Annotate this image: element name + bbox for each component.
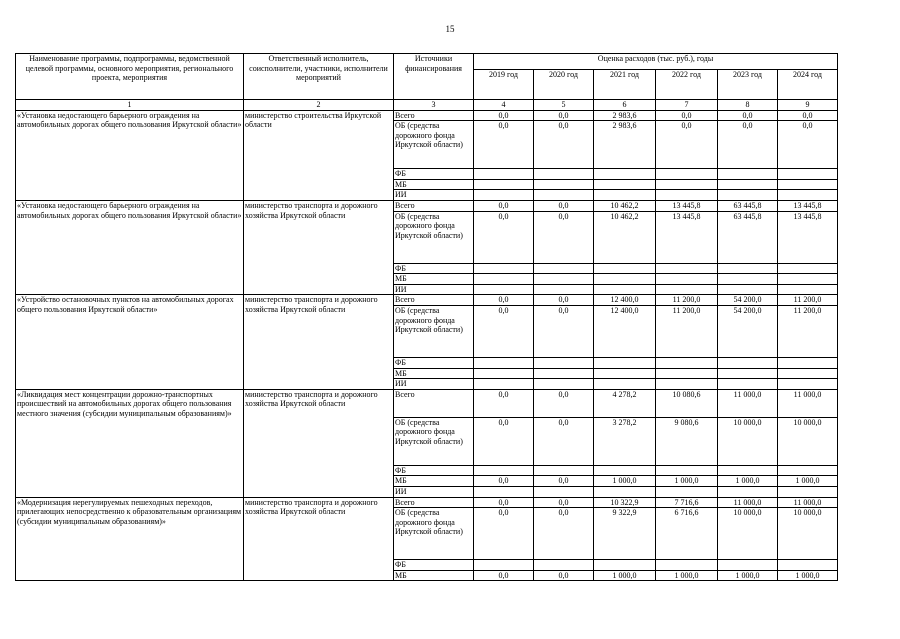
value-cell: 10 000,0 — [778, 417, 838, 465]
value-cell — [718, 169, 778, 180]
value-cell: 0,0 — [474, 200, 534, 211]
value-cell: 0,0 — [474, 497, 534, 508]
funding-source: МБ — [394, 274, 474, 285]
funding-source: ФБ — [394, 169, 474, 180]
column-number: 4 — [474, 100, 534, 111]
header-year: 2019 год — [474, 70, 534, 100]
value-cell — [594, 379, 656, 390]
value-cell: 0,0 — [718, 110, 778, 121]
measure-name: «Ликвидация мест концентрации дорожно-транспортных происшествий на автомобильных дорогах общего пользования местного значения (субсидии муниципальным образованиям)» — [16, 389, 244, 497]
value-cell — [594, 357, 656, 368]
value-cell: 2 983,6 — [594, 110, 656, 121]
value-cell: 11 200,0 — [778, 305, 838, 357]
budget-table — [15, 53, 838, 581]
value-cell: 1 000,0 — [656, 570, 718, 581]
funding-source: ФБ — [394, 263, 474, 274]
value-cell — [474, 284, 534, 295]
page-number: 15 — [445, 24, 455, 34]
value-cell — [534, 379, 594, 390]
value-cell: 0,0 — [534, 497, 594, 508]
value-cell — [778, 263, 838, 274]
header-year: 2024 год — [778, 70, 838, 100]
value-cell — [594, 263, 656, 274]
value-cell: 0,0 — [534, 121, 594, 169]
column-number: 6 — [594, 100, 656, 111]
value-cell — [778, 284, 838, 295]
program-block — [16, 295, 838, 389]
value-cell: 0,0 — [534, 508, 594, 560]
value-cell: 0,0 — [534, 110, 594, 121]
header-year: 2023 год — [718, 70, 778, 100]
value-cell: 11 000,0 — [778, 389, 838, 417]
value-cell: 1 000,0 — [656, 476, 718, 487]
value-cell — [778, 379, 838, 390]
value-cell: 10 000,0 — [718, 508, 778, 560]
value-cell — [718, 263, 778, 274]
value-cell: 9 322,9 — [594, 508, 656, 560]
value-cell — [778, 190, 838, 201]
value-cell: 1 000,0 — [718, 476, 778, 487]
value-cell — [534, 486, 594, 497]
value-cell — [594, 274, 656, 285]
measure-name: «Модернизация нерегулируемых пешеходных переходов, прилегающих непосредственно к образовательным организациям (субсидии муниципальным образованиям)» — [16, 497, 244, 581]
funding-source: Всего — [394, 110, 474, 121]
value-cell — [656, 274, 718, 285]
value-cell: 0,0 — [534, 417, 594, 465]
value-cell: 6 716,6 — [656, 508, 718, 560]
funding-source: ОБ (средства дорожного фонда Иркутской области) — [394, 211, 474, 263]
value-cell: 11 200,0 — [656, 295, 718, 306]
value-cell: 10 322,9 — [594, 497, 656, 508]
value-cell — [474, 368, 534, 379]
value-cell: 2 983,6 — [594, 121, 656, 169]
value-cell — [778, 486, 838, 497]
value-cell — [534, 179, 594, 190]
column-number: 1 — [16, 100, 244, 111]
column-number: 7 — [656, 100, 718, 111]
value-cell — [474, 179, 534, 190]
value-cell: 10 080,6 — [656, 389, 718, 417]
funding-source: ФБ — [394, 560, 474, 571]
value-cell: 13 445,8 — [778, 200, 838, 211]
value-cell: 11 000,0 — [718, 389, 778, 417]
funding-source: МБ — [394, 179, 474, 190]
header-costs-group: Оценка расходов (тыс. руб.), годы — [474, 54, 838, 70]
value-cell — [656, 357, 718, 368]
funding-source: Всего — [394, 200, 474, 211]
value-cell: 0,0 — [534, 476, 594, 487]
value-cell: 1 000,0 — [778, 570, 838, 581]
value-cell — [656, 169, 718, 180]
responsible-executor: министерство транспорта и дорожного хозяйства Иркутской области — [244, 389, 394, 497]
column-number: 9 — [778, 100, 838, 111]
value-cell — [656, 263, 718, 274]
value-cell: 0,0 — [534, 570, 594, 581]
value-cell — [778, 465, 838, 476]
value-cell: 11 000,0 — [778, 497, 838, 508]
value-cell: 0,0 — [474, 110, 534, 121]
value-cell — [718, 190, 778, 201]
value-cell: 12 400,0 — [594, 295, 656, 306]
value-cell — [474, 169, 534, 180]
program-block — [16, 497, 838, 581]
value-cell: 1 000,0 — [718, 570, 778, 581]
value-cell — [718, 179, 778, 190]
program-block — [16, 389, 838, 497]
value-cell — [718, 560, 778, 571]
value-cell: 0,0 — [474, 305, 534, 357]
value-cell: 0,0 — [778, 121, 838, 169]
value-cell: 0,0 — [474, 211, 534, 263]
value-cell: 13 445,8 — [656, 200, 718, 211]
measure-name: «Установка недостающего барьерного ограждения на автомобильных дорогах общего пользования Иркутской области» — [16, 110, 244, 200]
value-cell: 0,0 — [474, 121, 534, 169]
value-cell: 13 445,8 — [778, 211, 838, 263]
value-cell — [594, 284, 656, 295]
value-cell — [718, 274, 778, 285]
value-cell — [778, 368, 838, 379]
funding-source: ИИ — [394, 379, 474, 390]
value-cell: 11 200,0 — [778, 295, 838, 306]
funding-source: ОБ (средства дорожного фонда Иркутской области) — [394, 305, 474, 357]
responsible-executor: министерство транспорта и дорожного хозяйства Иркутской области — [244, 200, 394, 294]
value-cell: 1 000,0 — [594, 570, 656, 581]
funding-source: ОБ (средства дорожного фонда Иркутской области) — [394, 121, 474, 169]
value-cell: 11 200,0 — [656, 305, 718, 357]
responsible-executor: министерство транспорта и дорожного хозяйства Иркутской области — [244, 295, 394, 389]
funding-source: МБ — [394, 476, 474, 487]
value-cell — [534, 465, 594, 476]
value-cell: 54 200,0 — [718, 305, 778, 357]
funding-source: МБ — [394, 368, 474, 379]
funding-source: ОБ (средства дорожного фонда Иркутской области) — [394, 508, 474, 560]
value-cell: 0,0 — [534, 211, 594, 263]
header-name-column: Наименование программы, подпрограммы, ведомственной целевой программы, основного мероприятия, регионального проекта, мероприятия — [16, 54, 244, 100]
value-cell: 10 462,2 — [594, 200, 656, 211]
funding-source: ФБ — [394, 357, 474, 368]
value-cell — [534, 357, 594, 368]
header-year: 2021 год — [594, 70, 656, 100]
funding-source: Всего — [394, 295, 474, 306]
value-cell — [474, 357, 534, 368]
value-cell: 0,0 — [656, 110, 718, 121]
value-cell: 0,0 — [474, 508, 534, 560]
value-cell: 0,0 — [474, 389, 534, 417]
value-cell: 12 400,0 — [594, 305, 656, 357]
funding-source: Всего — [394, 389, 474, 417]
value-cell — [594, 169, 656, 180]
value-cell — [656, 465, 718, 476]
header-source-column: Источники финансирования — [394, 54, 474, 100]
responsible-executor: министерство транспорта и дорожного хозяйства Иркутской области — [244, 497, 394, 581]
value-cell — [534, 263, 594, 274]
value-cell: 3 278,2 — [594, 417, 656, 465]
funding-source: ФБ — [394, 465, 474, 476]
value-cell — [778, 169, 838, 180]
value-cell — [718, 368, 778, 379]
value-cell: 0,0 — [656, 121, 718, 169]
value-cell: 0,0 — [474, 476, 534, 487]
header-year: 2020 год — [534, 70, 594, 100]
value-cell — [474, 190, 534, 201]
funding-source: Всего — [394, 497, 474, 508]
value-cell: 1 000,0 — [594, 476, 656, 487]
column-number: 3 — [394, 100, 474, 111]
value-cell: 10 000,0 — [718, 417, 778, 465]
program-block — [16, 110, 838, 200]
value-cell: 0,0 — [474, 417, 534, 465]
value-cell: 9 080,6 — [656, 417, 718, 465]
funding-source: ИИ — [394, 190, 474, 201]
value-cell: 54 200,0 — [718, 295, 778, 306]
value-cell — [656, 379, 718, 390]
value-cell — [534, 190, 594, 201]
value-cell — [594, 179, 656, 190]
value-cell — [534, 560, 594, 571]
value-cell: 10 000,0 — [778, 508, 838, 560]
value-cell — [718, 379, 778, 390]
value-cell: 1 000,0 — [778, 476, 838, 487]
value-cell — [718, 284, 778, 295]
value-cell — [594, 368, 656, 379]
value-cell — [718, 357, 778, 368]
value-cell — [594, 560, 656, 571]
program-block — [16, 200, 838, 294]
value-cell: 63 445,8 — [718, 200, 778, 211]
funding-source: ОБ (средства дорожного фонда Иркутской области) — [394, 417, 474, 465]
value-cell — [534, 284, 594, 295]
value-cell: 0,0 — [778, 110, 838, 121]
funding-source: ИИ — [394, 284, 474, 295]
value-cell — [474, 379, 534, 390]
value-cell — [474, 274, 534, 285]
value-cell: 0,0 — [474, 570, 534, 581]
value-cell — [594, 465, 656, 476]
value-cell — [656, 560, 718, 571]
value-cell: 63 445,8 — [718, 211, 778, 263]
value-cell: 0,0 — [718, 121, 778, 169]
value-cell — [778, 179, 838, 190]
value-cell — [474, 465, 534, 476]
value-cell — [474, 560, 534, 571]
measure-name: «Установка недостающего барьерного ограждения на автомобильных дорогах общего пользования Иркутской области» — [16, 200, 244, 294]
value-cell — [534, 274, 594, 285]
header-responsible-column: Ответственный исполнитель, соисполнители, участники, исполнители мероприятий — [244, 54, 394, 100]
column-number: 8 — [718, 100, 778, 111]
funding-source: МБ — [394, 570, 474, 581]
value-cell — [656, 190, 718, 201]
value-cell: 7 716,6 — [656, 497, 718, 508]
header-year: 2022 год — [656, 70, 718, 100]
measure-name: «Устройство остановочных пунктов на автомобильных дорогах общего пользования Иркутской области» — [16, 295, 244, 389]
value-cell — [656, 284, 718, 295]
value-cell — [718, 465, 778, 476]
value-cell: 0,0 — [534, 305, 594, 357]
value-cell — [718, 486, 778, 497]
value-cell: 0,0 — [534, 295, 594, 306]
value-cell: 0,0 — [474, 295, 534, 306]
value-cell — [594, 486, 656, 497]
value-cell — [656, 486, 718, 497]
value-cell: 11 000,0 — [718, 497, 778, 508]
value-cell: 0,0 — [534, 389, 594, 417]
value-cell: 13 445,8 — [656, 211, 718, 263]
value-cell — [778, 274, 838, 285]
column-number: 2 — [244, 100, 394, 111]
column-number: 5 — [534, 100, 594, 111]
value-cell: 0,0 — [534, 200, 594, 211]
value-cell — [778, 560, 838, 571]
value-cell — [534, 368, 594, 379]
value-cell — [594, 190, 656, 201]
responsible-executor: министерство строительства Иркутской области — [244, 110, 394, 200]
value-cell — [778, 357, 838, 368]
value-cell — [474, 486, 534, 497]
value-cell — [656, 368, 718, 379]
value-cell — [534, 169, 594, 180]
value-cell: 10 462,2 — [594, 211, 656, 263]
funding-source: ИИ — [394, 486, 474, 497]
value-cell: 4 278,2 — [594, 389, 656, 417]
value-cell — [656, 179, 718, 190]
value-cell — [474, 263, 534, 274]
